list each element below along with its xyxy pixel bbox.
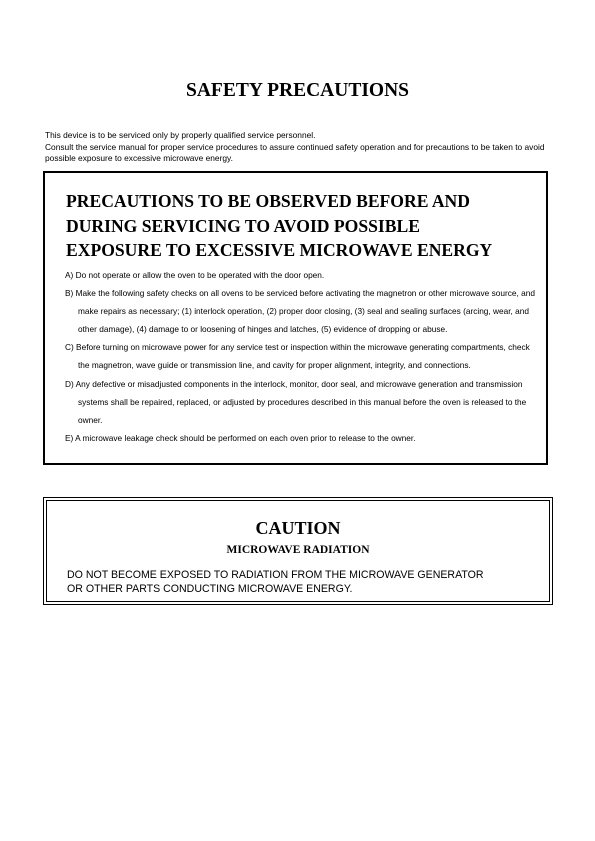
precaution-item-d: D) Any defective or misadjusted components in the interlock, monitor, door seal, and microwave generation and transmission systems shall be repaired, replaced, or adjusted by procedures described in this manual before the oven is released to the owner. — [65, 378, 527, 425]
precaution-item-e: E) A microwave leakage check should be performed on each oven prior to release to the owner. — [65, 432, 416, 443]
precaution-item-a: A) Do not operate or allow the oven to be operated with the door open. — [65, 270, 325, 280]
caution-box-inner-border — [46, 500, 550, 602]
caution-subtitle: MICROWAVE RADIATION — [226, 544, 370, 556]
intro-line: Consult the service manual for proper service procedures to assure continued safety operation and for precautions to be taken to avoid possible exposure to excessive microwave energy. — [45, 141, 545, 163]
caution-text — [67, 568, 537, 596]
heading-line: PRECAUTIONS TO BE OBSERVED BEFORE AND — [66, 191, 470, 211]
caution-title: CAUTION — [255, 518, 341, 538]
intro-line: This device is to be serviced only by properly qualified service personnel. — [45, 130, 316, 140]
precautions-box — [43, 171, 548, 465]
precautions-heading — [66, 189, 536, 263]
page-title: SAFETY PRECAUTIONS — [185, 80, 410, 101]
heading-line: EXPOSURE TO EXCESSIVE MICROWAVE ENERGY — [66, 240, 493, 260]
heading-line: DURING SERVICING TO AVOID POSSIBLE — [66, 215, 420, 236]
caution-text-line: DO NOT BECOME EXPOSED TO RADIATION FROM THE MICROWAVE GENERATOR — [67, 569, 484, 581]
intro-paragraph — [45, 130, 555, 165]
caution-text-line: OR OTHER PARTS CONDUCTING MICROWAVE ENERGY. — [67, 583, 353, 595]
caution-box — [43, 497, 553, 605]
precaution-item-c: C) Before turning on microwave power for any service test or inspection within the microwave generating compartments, check the magnetron, wave guide or transmission line, and cavity for proper alignment, integrity, and connections. — [65, 342, 530, 371]
precaution-item-b: B) Make the following safety checks on all ovens to be serviced before activating the magnetron or other microwave source, and make repairs as necessary; (1) interlock operation, (2) proper door closing, (3) seal and sealing surfaces (arcing, wear, and other damage), (4) damage to or loosening of hinges and latches, (5) evidence of dropping or abuse. — [65, 288, 535, 335]
precautions-list — [65, 266, 540, 447]
